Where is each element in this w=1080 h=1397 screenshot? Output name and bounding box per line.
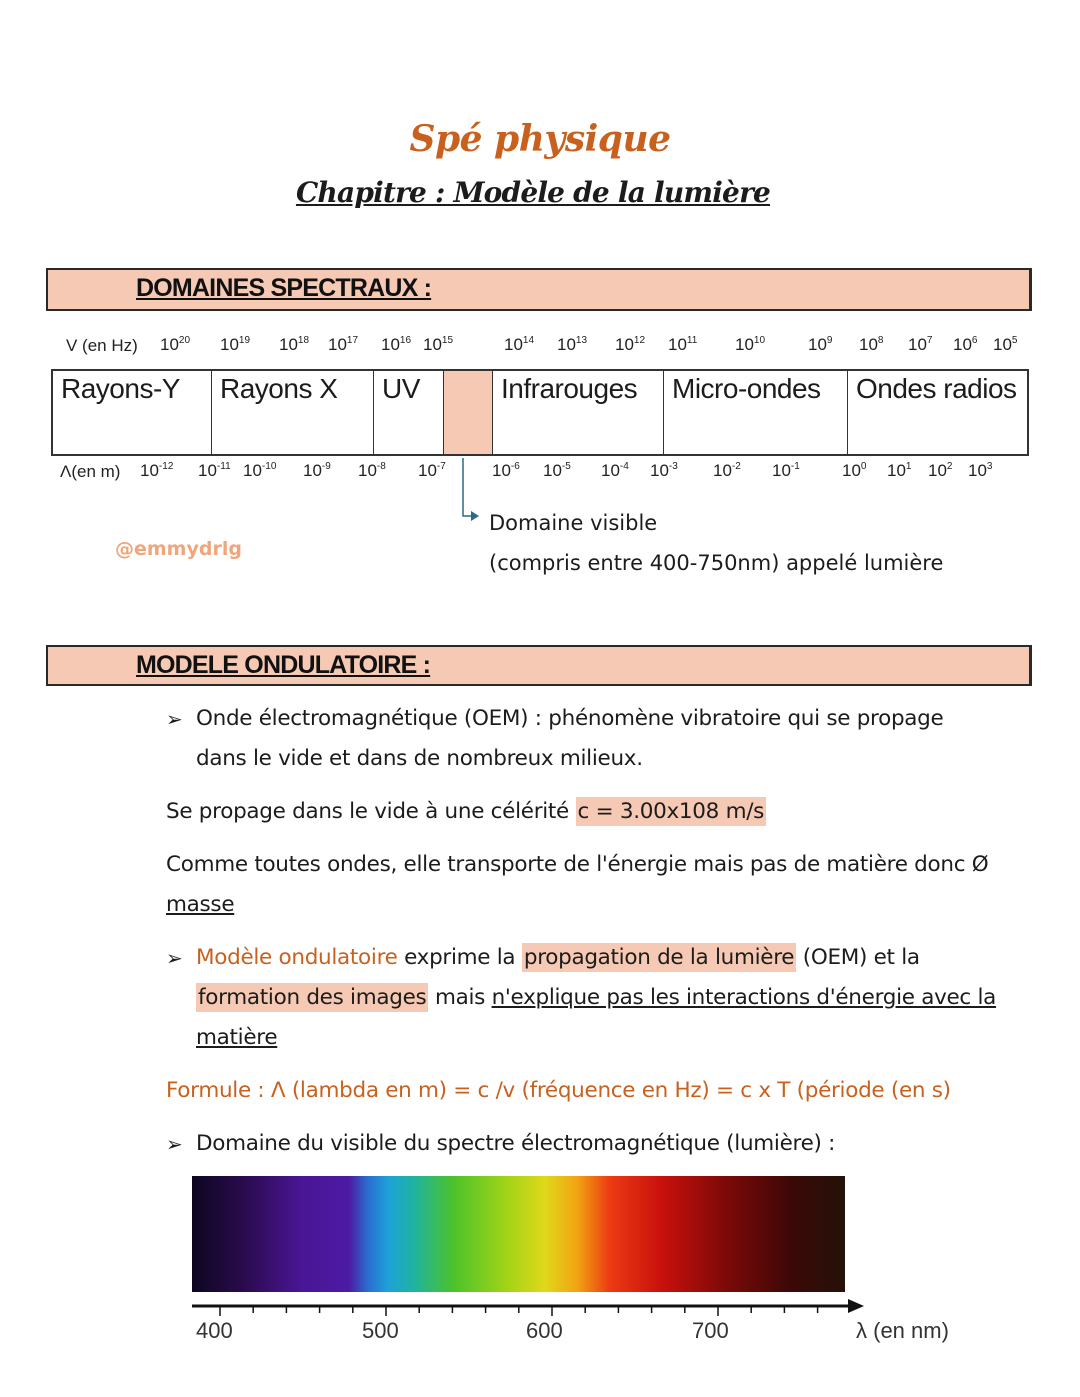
frequency-tick: $10^5$: [993, 335, 1018, 354]
domain-radio: Ondes radios: [856, 373, 1017, 404]
bullet-arrow-icon: ➢: [166, 946, 183, 970]
section-title-spectral: DOMAINES SPECTRAUX :: [136, 274, 432, 302]
wave-model-text: exprime la: [397, 945, 522, 970]
spectrum-label-500: 500: [362, 1318, 399, 1343]
wave-model-but: mais: [428, 985, 492, 1010]
formula-line: Formule : Λ (lambda en m) = c /v (fréquence en Hz) = c x T (période (en s): [166, 1078, 951, 1103]
frequency-tick: $10^{12}$: [615, 335, 646, 354]
frequency-tick: $10^6$: [953, 335, 978, 354]
wave-model-text-end: (OEM) et la: [796, 945, 920, 970]
wavelength-tick: $10^{-2}$: [713, 461, 741, 480]
spectrum-label-400: 400: [196, 1318, 233, 1343]
visible-domain-note-detail: (compris entre 400-750nm) appelé lumière: [489, 551, 944, 575]
section-header-spectral: [46, 268, 1032, 311]
wavelength-tick: $10^{-6}$: [492, 461, 520, 480]
domain-gamma: Rayons-Y: [53, 371, 212, 454]
energy-sentence-line2: masse: [166, 892, 235, 917]
visible-spectrum-image: [192, 1176, 845, 1292]
wave-model-limitation: n'explique pas les interactions d'énergie avec la: [491, 985, 997, 1010]
frequency-tick: $10^{20}$: [160, 335, 191, 354]
wavelength-tick: $10^0$: [842, 461, 867, 480]
wavelength-tick: $10^{-11}$: [198, 461, 231, 480]
frequency-tick: $10^7$: [908, 335, 933, 354]
section-header-wave-model: [46, 645, 1032, 686]
images-highlight: formation des images: [198, 985, 427, 1010]
frequency-tick: $10^{18}$: [279, 335, 310, 354]
wave-model-line1: [196, 945, 920, 970]
visible-domain-note-title: Domaine visible: [489, 511, 658, 535]
frequency-tick: $10^8$: [859, 335, 884, 354]
frequency-tick: $10^{10}$: [735, 335, 766, 354]
frequency-tick: $10^{16}$: [381, 335, 412, 354]
domain-microwave: Micro-ondes: [664, 371, 848, 454]
wavelength-tick: $10^{-12}$: [140, 461, 174, 480]
wavelength-tick: $10^3$: [968, 461, 993, 480]
frequency-tick: $10^{19}$: [220, 335, 251, 354]
wavelength-tick: $10^{-7}$: [418, 461, 446, 480]
bullet-arrow-icon: ➢: [166, 707, 183, 731]
propagation-highlight: propagation de la lumière: [523, 945, 795, 970]
spectrum-label-600: 600: [526, 1318, 563, 1343]
celerity-value: c = 3.00x108 m/s: [577, 799, 765, 824]
frequency-tick: $10^9$: [808, 335, 833, 354]
frequency-tick: $10^{11}$: [668, 335, 698, 354]
celerity-text: Se propage dans le vide à une célérité: [166, 799, 576, 824]
domain-visible: [444, 371, 493, 454]
wavelength-tick: $10^{-9}$: [303, 461, 331, 480]
oem-definition-line1: Onde électromagnétique (OEM) : phénomène vibratoire qui se propage: [196, 706, 944, 731]
frequency-tick: $10^{17}$: [328, 335, 359, 354]
bullet-arrow-icon: ➢: [166, 1132, 183, 1156]
wavelength-tick: $10^{-3}$: [650, 461, 678, 480]
frequency-tick: $10^{15}$: [423, 335, 454, 354]
wave-model-line3: matière: [196, 1025, 278, 1050]
oem-definition-line2: dans le vide et dans de nombreux milieux.: [196, 746, 643, 771]
wavelength-tick: $10^1$: [887, 461, 912, 480]
wavelength-tick: $10^{-10}$: [243, 461, 277, 480]
page-title: Spé physique: [409, 118, 671, 160]
frequency-axis-label: V (en Hz): [66, 336, 138, 355]
wavelength-tick: $10^{-4}$: [601, 461, 629, 480]
wavelength-tick: $10^2$: [928, 461, 953, 480]
wavelength-tick: $10^{-8}$: [358, 461, 386, 480]
domain-uv: UV: [374, 371, 444, 454]
wave-model-term: Modèle ondulatoire: [196, 945, 398, 970]
celerity-sentence: [166, 799, 766, 824]
section-title-wave-model: MODELE ONDULATOIRE :: [136, 651, 431, 679]
spectrum-axis-unit: λ (en nm): [856, 1318, 949, 1343]
energy-sentence-line1: Comme toutes ondes, elle transporte de l'énergie mais pas de matière donc Ø: [166, 852, 989, 877]
visible-pointer-arrow-icon: [455, 456, 485, 526]
domain-infrared: Infrarouges: [493, 371, 664, 454]
author-watermark: @emmydrlg: [115, 538, 242, 560]
wavelength-tick: $10^{-5}$: [543, 461, 571, 480]
domain-xray: Rayons X: [212, 371, 374, 454]
spectrum-label-700: 700: [692, 1318, 729, 1343]
spectrum-axis: [188, 1296, 968, 1316]
visible-domain-heading: Domaine du visible du spectre électromagnétique (lumière) :: [196, 1131, 836, 1156]
frequency-tick: $10^{14}$: [504, 335, 535, 354]
wavelength-axis-label: Λ(en m): [60, 462, 121, 481]
chapter-subtitle: Chapitre : Modèle de la lumière: [295, 176, 771, 209]
wave-model-line2: [196, 985, 996, 1010]
spectral-domains-table: [51, 369, 1029, 456]
frequency-tick: $10^{13}$: [557, 335, 588, 354]
wavelength-tick: $10^{-1}$: [772, 461, 800, 480]
